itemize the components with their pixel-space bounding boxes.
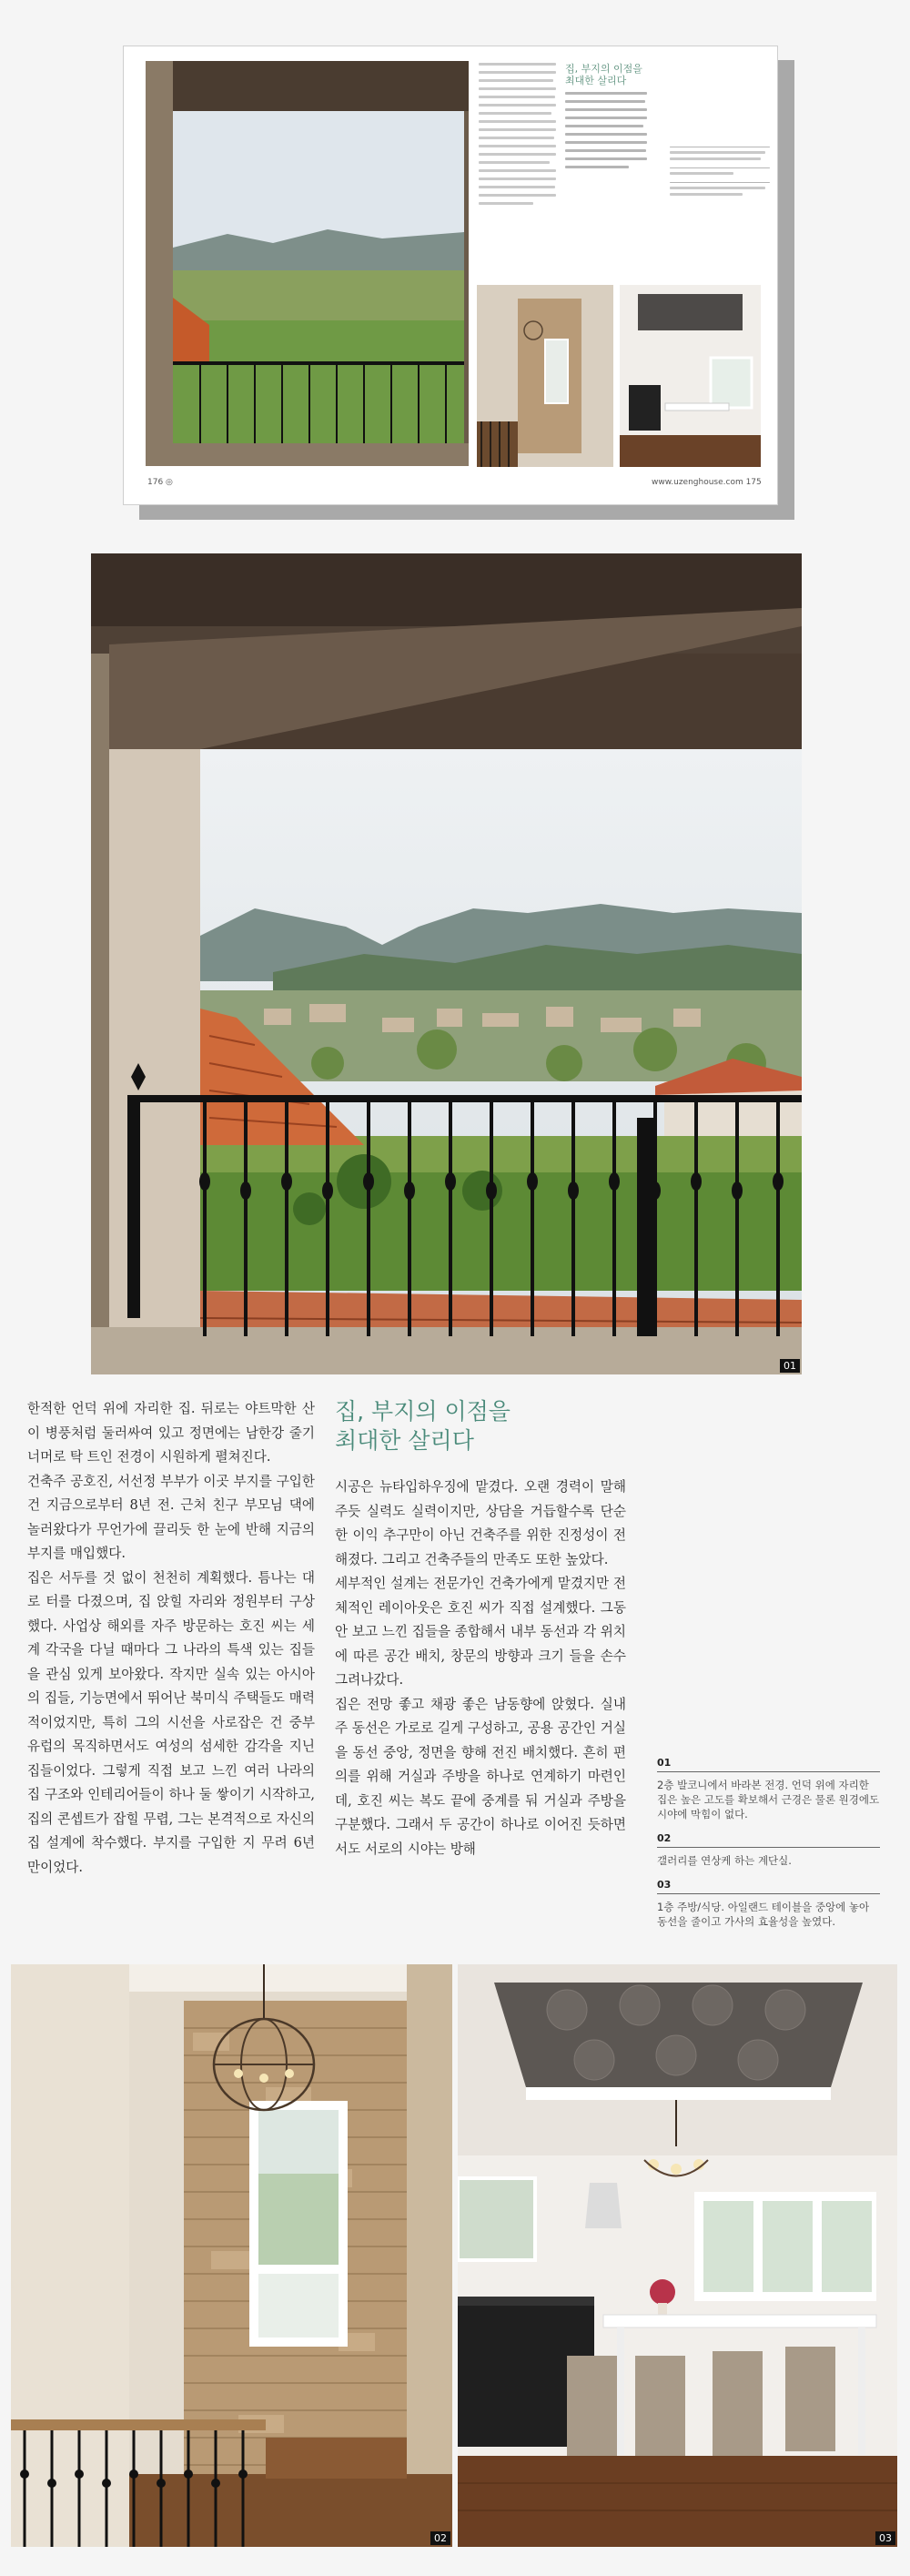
thumbnail-window-photo: [146, 61, 469, 466]
thumbnail-stairs-photo: [477, 285, 613, 467]
caption-02: [657, 1832, 880, 1868]
article-paragraph: 집은 전망 좋고 채광 좋은 남동향에 앉혔다. 실내 주 동선은 가로로 길게 구성하고, 공용 공간인 거실을 동선 중앙, 정면을 향해 전진 배치했다. 흔히 편의를 위해 거실과 주방을 하나로 연계하기 마련인데, 호진 씨는 복도 끝에 중계를 둬 거실과 주방을 구분했다. 그래서 두 공간이 하나로 이어진 듯하면서도 서로의 시야는 방해: [335, 1696, 626, 1857]
thumbnail-text-col2: [565, 63, 647, 174]
thumbnail-captions: [670, 147, 770, 196]
caption-rule: [657, 1771, 880, 1772]
caption-01: [657, 1757, 880, 1821]
thumbnail-kitchen-photo: [620, 285, 761, 467]
thumbnail-text-col1: [479, 63, 556, 210]
article-paragraph: 한적한 언덕 위에 자리한 집. 뒤로는 야트막한 산이 병풍처럼 둘러싸여 있고 정면에는 남한강 줄기 너머로 탁 트인 전경이 시원하게 펼쳐진다.: [27, 1401, 315, 1465]
thumbnail-heading-line1: 집, 부지의 이점을: [565, 63, 642, 75]
stairwell-photo: [11, 1964, 452, 2547]
caption-text: 1층 주방/식당. 아일랜드 테이블을 중앙에 놓아 동선을 줄이고 가사의 효율성을 높였다.: [657, 1901, 870, 1928]
article-paragraph: 건축주 공호진, 서선정 부부가 이곳 부지를 구입한 건 지금으로부터 8년 전. 근처 친구 부모님 댁에 놀러왔다가 무언가에 끌리듯 한 눈에 반해 지금의 부지를 매입했다.: [27, 1473, 315, 1561]
kitchen-illustration: [458, 1964, 897, 2547]
article-column-2: [335, 1397, 626, 1861]
thumbnail-heading-line2: 최대한 살리다: [565, 75, 627, 86]
magazine-spread-thumbnail: [123, 46, 778, 505]
article-paragraph: 집은 서두를 것 없이 천천히 계획했다. 틈나는 대로 터를 다졌으며, 집 앉힐 자리와 정원부터 구상했다. 사업상 해외를 자주 방문하는 호진 씨는 세계 각국을 다닐 때마다 그 나라의 특색 있는 집들을 관심 있게 보아왔다. 작지만 실속 있는 아시아의 집들, 기능면에서 뛰어난 북미식 주택들도 매력적이었지만, 특히 그의 시선을 사로잡은 건 중부 유럽의 목직하면서도 여성의 섬세한 감각을 지닌 집들이었다. 그렇게 직접 보고 느낀 여러 나라의 집 구조와 인테리어들이 하나 둘 쌓이기 시작하고, 집의 콘셉트가 잡힐 무렵, 그는 본격적으로 자신의 집 설계에 착수했다. 부지를 구입한 지 무려 6년 만이었다.: [27, 1569, 315, 1875]
thumbnail-page-right: www.uzenghouse.com 175: [652, 478, 762, 487]
thumbnail-page-left: 176 ◎: [147, 478, 173, 487]
caption-number: 03: [657, 1879, 672, 1891]
stairwell-illustration: [11, 1964, 452, 2547]
caption-text: 갤러리를 연상케 하는 계단실.: [657, 1854, 792, 1867]
hero-balcony-photo: [91, 553, 802, 1374]
caption-number: 02: [657, 1832, 672, 1844]
photo-captions: [657, 1757, 880, 1929]
photo-number-badge: 02: [430, 2531, 450, 2545]
caption-number: 01: [657, 1757, 672, 1769]
caption-rule: [657, 1847, 880, 1848]
photo-number-badge: 01: [780, 1359, 800, 1373]
article-column-1: [27, 1397, 315, 1880]
caption-rule: [657, 1893, 880, 1894]
caption-text: 2층 발코니에서 바라본 전경. 언덕 위에 자리한 집은 높은 고도를 확보해서 근경은 물론 원경에도 시야에 막힘이 없다.: [657, 1779, 880, 1820]
kitchen-photo: [458, 1964, 897, 2547]
article-paragraph: 세부적인 설계는 전문가인 건축가에게 맡겼지만 전체적인 레이아웃은 호진 씨가 직접 설계했다. 그동안 보고 느낀 집들을 종합해서 내부 동선과 각 위치에 따른 공간 배치, 창문의 방향과 크기 들을 손수 그려나갔다.: [335, 1576, 626, 1688]
hero-balcony-illustration: [91, 553, 802, 1374]
caption-03: [657, 1879, 880, 1929]
article-heading-line1: 집, 부지의 이점을: [335, 1398, 511, 1425]
article-paragraph: 시공은 뉴타입하우징에 맡겼다. 오랜 경력이 말해주듯 실력도 실력이지만, 상담을 거듭할수록 단순한 이익 추구만이 아닌 건축주를 위한 진정성이 전해졌다. 그리고 건축주들의 만족도 또한 높았다.: [335, 1479, 626, 1567]
photo-number-badge: 03: [875, 2531, 895, 2545]
article-heading-line2: 최대한 살리다: [335, 1427, 474, 1454]
